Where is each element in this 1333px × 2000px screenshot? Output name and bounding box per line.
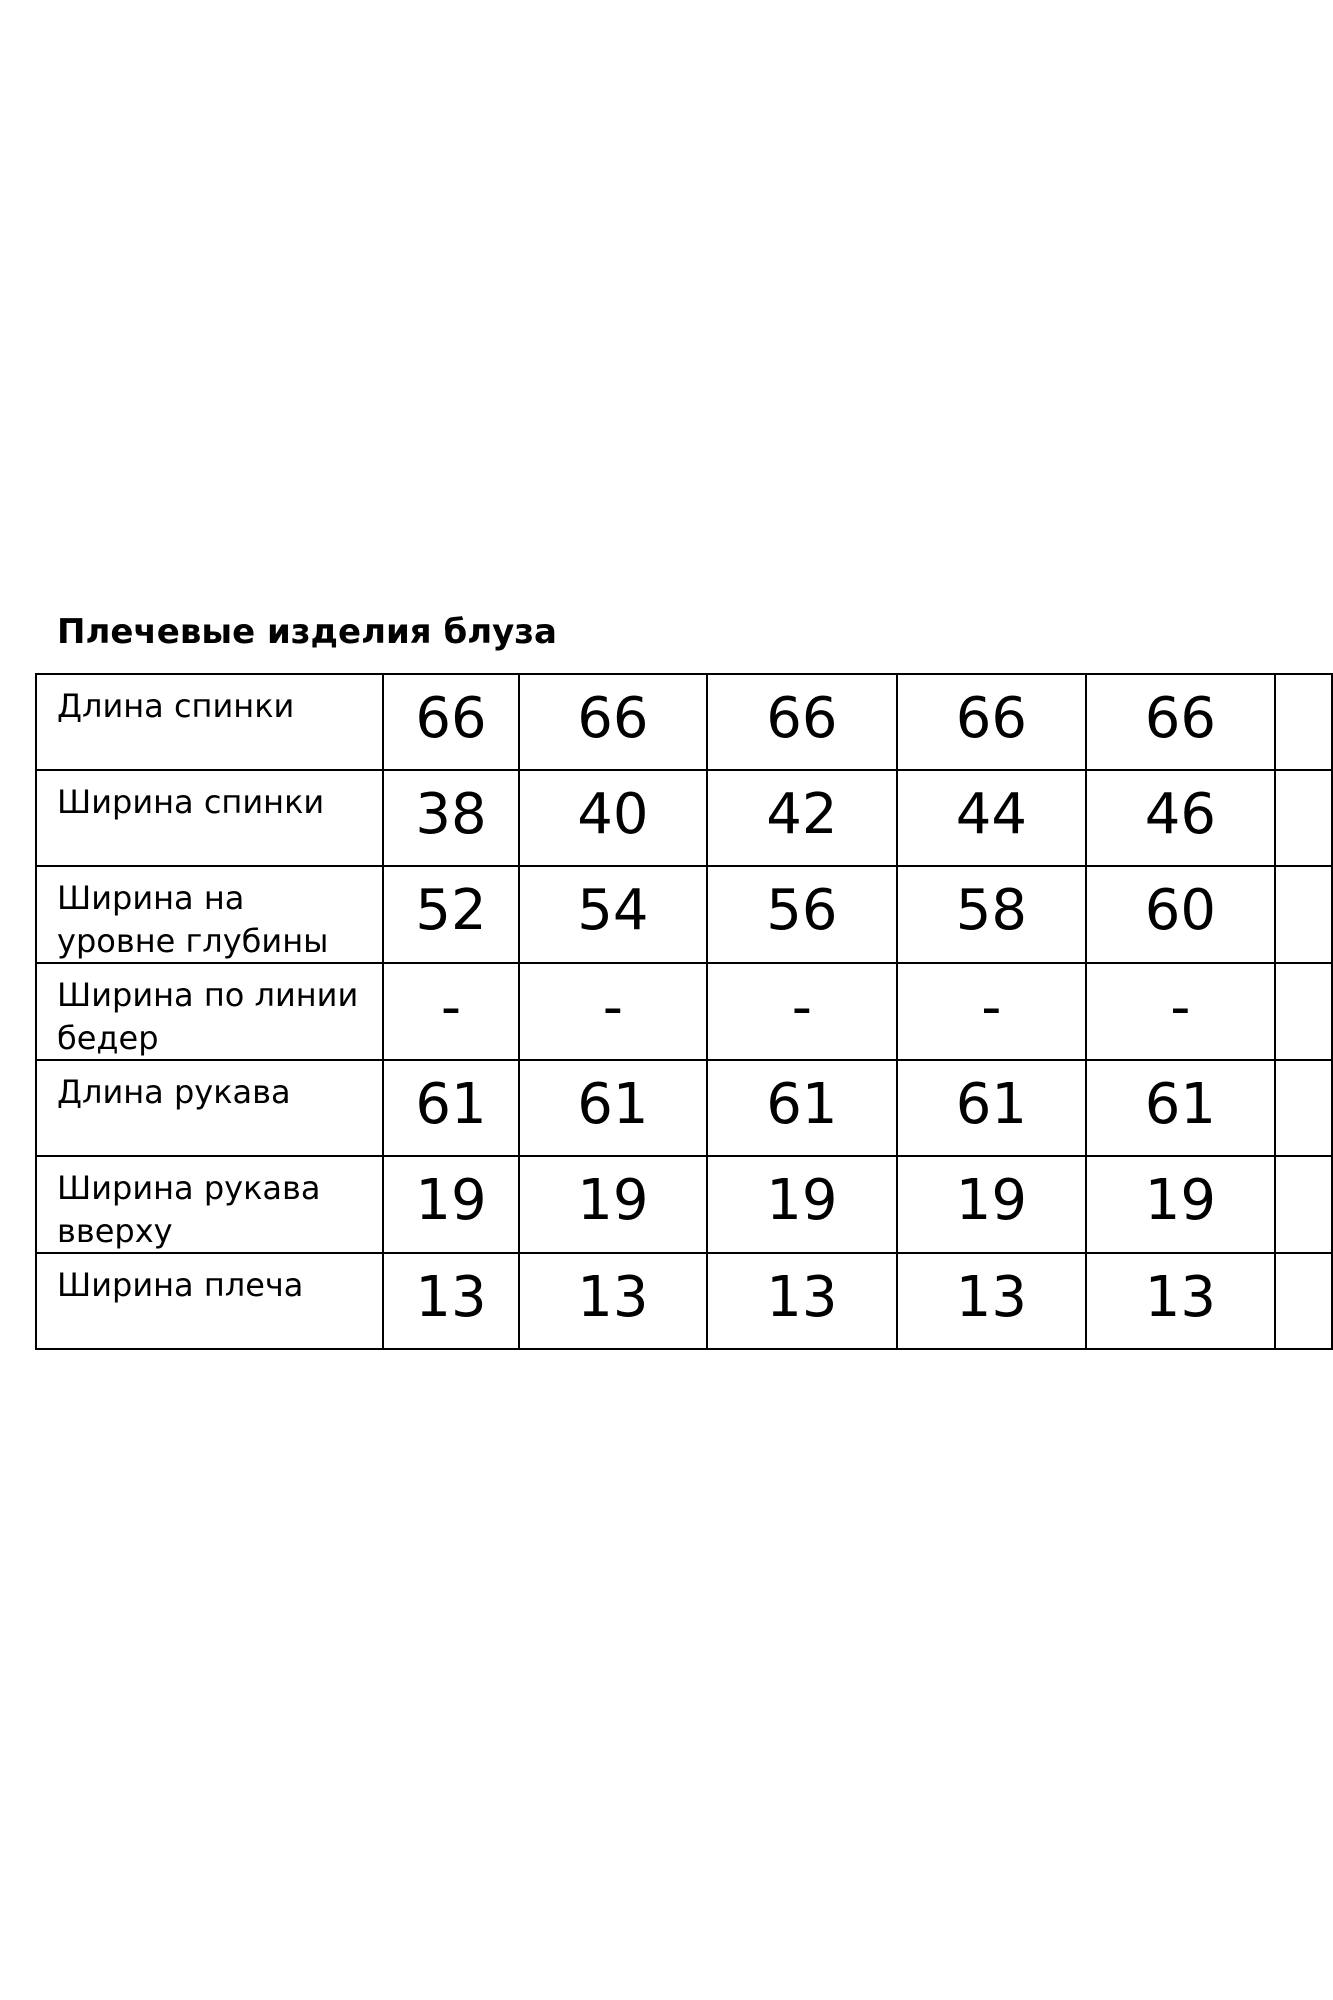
table-cell: 54 [519, 866, 707, 963]
table-cell: 42 [707, 770, 897, 866]
table-cell: 13 [897, 1253, 1086, 1349]
table-cell: 56 [707, 866, 897, 963]
table-row [36, 1060, 1332, 1156]
row-label: Длина рукава [36, 1060, 383, 1156]
table-cell: 19 [383, 1156, 519, 1253]
table-cell: 66 [383, 674, 519, 770]
table-cell: - [519, 963, 707, 1060]
table-cell: 44 [897, 770, 1086, 866]
table-row [36, 1253, 1332, 1349]
table-cell: 19 [707, 1156, 897, 1253]
table-cell: - [1086, 963, 1275, 1060]
table-cell: 66 [897, 674, 1086, 770]
table-cell: 19 [519, 1156, 707, 1253]
table-cell [1275, 674, 1332, 770]
table-cell: 40 [519, 770, 707, 866]
row-label: Ширина по линии бедер [36, 963, 383, 1060]
row-label: Ширина плеча [36, 1253, 383, 1349]
row-label: Длина спинки [36, 674, 383, 770]
size-table [35, 673, 1333, 1350]
table-row [36, 770, 1332, 866]
table-cell: 61 [1086, 1060, 1275, 1156]
table-row [36, 963, 1332, 1060]
row-label: Ширина рукава вверху [36, 1156, 383, 1253]
table-cell: 52 [383, 866, 519, 963]
table-cell [1275, 1253, 1332, 1349]
table-cell: 66 [707, 674, 897, 770]
table-cell: 13 [1086, 1253, 1275, 1349]
table-cell: 61 [707, 1060, 897, 1156]
table-title: Плечевые изделия блуза [57, 612, 557, 652]
table-cell: 61 [897, 1060, 1086, 1156]
row-label: Ширина на уровне глубины [36, 866, 383, 963]
table-cell: 19 [1086, 1156, 1275, 1253]
table-cell: - [383, 963, 519, 1060]
table-cell: 61 [519, 1060, 707, 1156]
table-cell [1275, 866, 1332, 963]
table-cell: - [897, 963, 1086, 1060]
table-cell [1275, 1156, 1332, 1253]
table-cell: 46 [1086, 770, 1275, 866]
table-row [36, 674, 1332, 770]
table-cell: 66 [1086, 674, 1275, 770]
row-label: Ширина спинки [36, 770, 383, 866]
table-cell [1275, 770, 1332, 866]
table-cell: 38 [383, 770, 519, 866]
table-cell: 13 [383, 1253, 519, 1349]
table-cell: - [707, 963, 897, 1060]
table-row [36, 1156, 1332, 1253]
table-cell: 13 [519, 1253, 707, 1349]
table-cell: 13 [707, 1253, 897, 1349]
table-cell [1275, 1060, 1332, 1156]
table-cell [1275, 963, 1332, 1060]
table-row [36, 866, 1332, 963]
table-cell: 61 [383, 1060, 519, 1156]
table-cell: 60 [1086, 866, 1275, 963]
table-cell: 19 [897, 1156, 1086, 1253]
table-cell: 58 [897, 866, 1086, 963]
table-cell: 66 [519, 674, 707, 770]
